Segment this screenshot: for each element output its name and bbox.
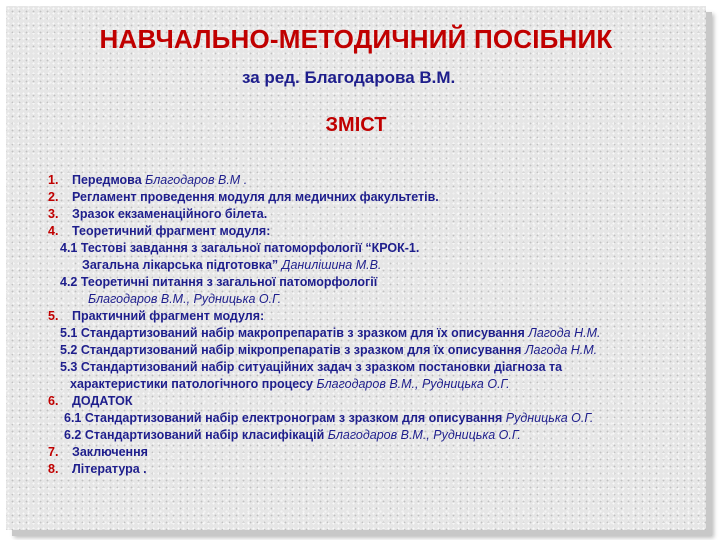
toc-number: 3. [48,207,59,221]
contents-heading: ЗМІСТ [325,114,387,136]
toc-author: Благодаров В.М . [145,173,248,187]
editor-subtitle: за ред. Благодарова В.М. [242,68,456,87]
toc-subitem-continued [70,376,510,392]
toc-item [48,206,267,222]
toc-text: ДОДАТОК [72,394,133,408]
toc-subitem [60,359,562,375]
toc-text: Література . [72,462,147,476]
toc-item [48,189,439,205]
toc-text: Практичний фрагмент модуля: [72,309,265,323]
toc-text: Передмова [72,173,146,187]
toc-text: Зразок екзаменаційного білета. [72,207,268,221]
toc-author: Рудницька О.Г. [505,411,594,425]
toc-number: 5. [48,309,59,323]
toc-item [48,393,132,409]
toc-subitem [60,274,377,290]
toc-text: характеристики патологічного процесу [70,377,317,391]
toc-subitem [60,342,597,358]
toc-text: Загальна лікарська підготовка” [82,258,282,272]
toc-author: Благодаров В.М., Рудницька О.Г. [88,292,282,306]
toc-item [48,461,147,477]
toc-text: 5.2 Стандартизований набір мікропрепаратів з зразком для їх описування [60,343,525,357]
toc-item [48,223,270,239]
toc-text: 4.1 Тестові завдання з загальної патоморфології “КРОК-1. [60,241,420,255]
toc-text: Теоретичний фрагмент модуля: [72,224,271,238]
toc-subitem [60,240,419,256]
toc-author: Лагода Н.М. [528,326,601,340]
toc-number: 1. [48,173,59,187]
toc-text: 6.1 Стандартизований набір електронограм з зразком для описування [64,411,506,425]
toc-author: Лагода Н.М. [524,343,598,357]
toc-author: Благодаров В.М., Рудницька О.Г. [327,428,521,442]
toc-subitem [64,427,521,443]
toc-author: Данилішина М.В. [281,258,382,272]
toc-item [48,444,148,460]
toc-number: 6. [48,394,59,408]
toc-number: 8. [48,462,59,476]
toc-subitem-continued [88,291,281,307]
toc-subitem [60,325,600,341]
toc-item [48,308,264,324]
toc-item [48,172,247,188]
document-title: НАВЧАЛЬНО-МЕТОДИЧНИЙ ПОСІБНИК [99,24,613,54]
toc-subitem-continued [82,257,381,273]
toc-subitem [64,410,593,426]
toc-number: 2. [48,190,59,204]
toc-number: 4. [48,224,59,238]
toc-number: 7. [48,445,59,459]
toc-text: Регламент проведення модуля для медичних факультетів. [72,190,439,204]
slide [6,6,706,530]
toc-text: 6.2 Стандартизований набір класифікацій [64,428,328,442]
toc-text: Заключення [72,445,148,459]
toc-author: Благодаров В.М., Рудницька О.Г. [316,377,510,391]
toc-text: 5.3 Стандартизований набір ситуаційних задач з зразком постановки діагноза та [60,360,563,374]
toc-text: 5.1 Стандартизований набір макропрепаратів з зразком для їх описування [60,326,529,340]
toc-text: 4.2 Теоретичні питання з загальної патоморфології [60,275,378,289]
